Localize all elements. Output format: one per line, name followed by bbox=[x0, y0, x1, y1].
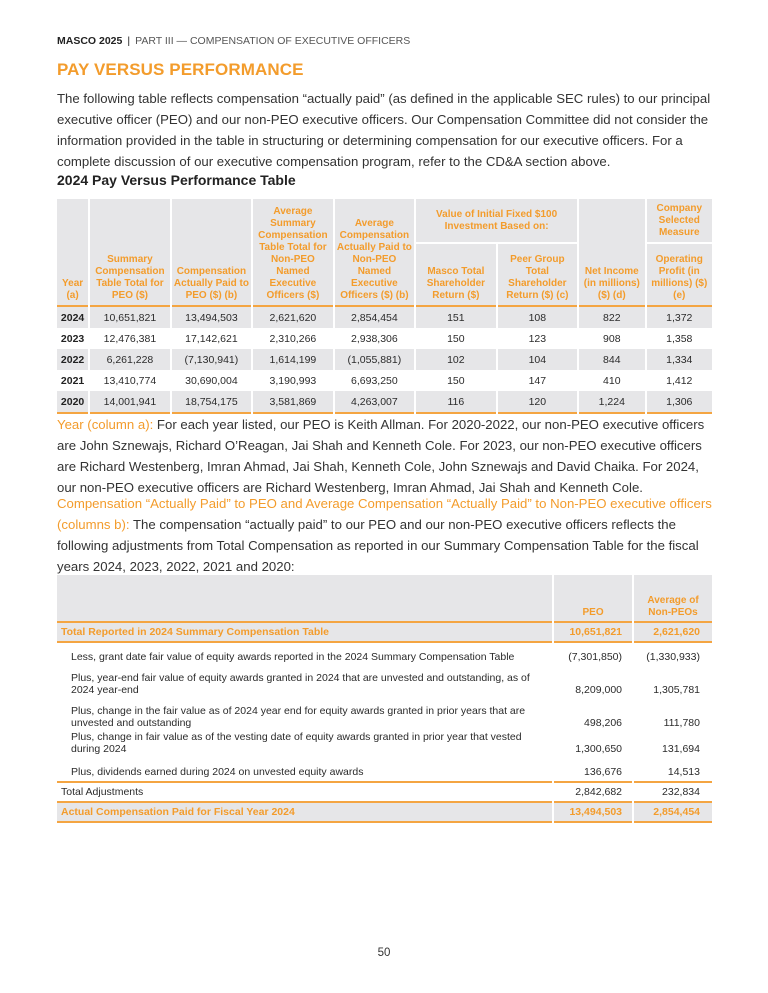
cell: 120 bbox=[498, 391, 577, 414]
table-row bbox=[57, 328, 712, 349]
cell: 150 bbox=[447, 332, 465, 345]
cell: 18,754,175 bbox=[172, 391, 251, 414]
cap-note-lead: Compensation “Actually Paid” to PEO and Average Compensation “Actually Paid” to Non-PEO executive officers (columns b): bbox=[57, 496, 712, 532]
table-row bbox=[57, 391, 712, 414]
actual-compensation-row bbox=[57, 803, 712, 823]
table-title: 2024 Pay Versus Performance Table bbox=[57, 172, 296, 188]
row-label: Less, grant date fair value of equity awards reported in the 2024 Summary Compensation Table bbox=[71, 650, 515, 663]
non-peo-value: (1,330,933) bbox=[646, 650, 700, 663]
adjustment-row bbox=[57, 643, 712, 666]
row-label: Actual Compensation Paid for Fiscal Year 2024 bbox=[57, 803, 552, 823]
header-separator: | bbox=[127, 35, 131, 47]
col-header-description bbox=[57, 575, 552, 623]
year-note-lead: Year (column a): bbox=[57, 417, 154, 432]
cell: 1,334 bbox=[647, 349, 713, 370]
cell: (1,055,881) bbox=[335, 349, 414, 370]
non-peo-value: 131,694 bbox=[662, 742, 700, 755]
cell: 123 bbox=[528, 332, 547, 345]
total-adjustments-row bbox=[57, 783, 712, 803]
cell: 6,693,250 bbox=[351, 374, 398, 387]
year-note-text: For each year listed, our PEO is Keith Allman. For 2020-2022, our non-PEO executive officers are John Sznewajs, Richard O’Reagan, Jai Shah and Kenneth Cole. For 2023, our non-PEO executive officers are Richard Westenberg, Imran Ahmad, Jai Shah, Kenneth Cole, John Sznewajs and David Chaika. For 2024, our non-PEO executive officers are Richard Westenberg, Imran Ahmad, Jai Shah and Kenneth Cole. bbox=[57, 417, 705, 495]
peo-value: 10,651,821 bbox=[554, 623, 632, 643]
peo-value: 2,842,682 bbox=[554, 783, 632, 803]
non-peo-value: 2,854,454 bbox=[634, 803, 712, 823]
cell: 3,581,869 bbox=[253, 391, 332, 414]
table-row bbox=[57, 349, 712, 370]
table-row bbox=[57, 307, 712, 328]
adjustment-row bbox=[57, 732, 712, 758]
adjustment-row bbox=[57, 699, 712, 732]
intro-paragraph: The following table reflects compensation “actually paid” (as defined in the applicable SEC rules) to our principal executive officer (PEO) and our non-PEO executive officers. Our Compensation Committee did not consider the information provided in the table in structuring or determining compensation for our executive officers. For a complete discussion of our executive compensation program, refer to the CD&A section above. bbox=[57, 91, 711, 169]
group-header-company-measure: Company Selected Measure bbox=[647, 199, 713, 244]
col-header-net-income: Net Income (in millions) ($) (d) bbox=[579, 199, 644, 307]
non-peo-value: 14,513 bbox=[634, 758, 712, 783]
table-row bbox=[57, 370, 712, 391]
col-header-avg-non-peos: Average of Non-PEOs bbox=[634, 575, 712, 623]
row-label: Total Reported in 2024 Summary Compensation Table bbox=[57, 623, 552, 643]
cell: 108 bbox=[498, 307, 577, 328]
cell: 2,621,620 bbox=[253, 307, 332, 328]
peo-value: 498,206 bbox=[584, 716, 623, 729]
peo-value: 8,209,000 bbox=[575, 683, 623, 696]
cell-year: 2020 bbox=[57, 391, 88, 414]
running-header bbox=[57, 35, 410, 47]
header-brand: MASCO 2025 bbox=[57, 35, 123, 47]
cell-year: 2024 bbox=[57, 307, 88, 328]
non-peo-value: 232,834 bbox=[634, 783, 712, 803]
cell: 14,001,941 bbox=[90, 391, 169, 414]
header-section: PART III — COMPENSATION OF EXECUTIVE OFFICERS bbox=[135, 35, 411, 47]
peo-value: 1,300,650 bbox=[575, 742, 623, 755]
row-label: Plus, change in fair value as of the vesting date of equity awards granted in prior year that vested during 2024 bbox=[71, 731, 522, 755]
non-peo-value: 1,305,781 bbox=[653, 683, 700, 696]
cell-year: 2021 bbox=[60, 374, 85, 387]
cell: 1,306 bbox=[647, 391, 713, 414]
cap-note-text: The compensation “actually paid” to our PEO and our non-PEO executive officers reflects the following adjustments from Total Compensation as reported in our Summary Compensation Table for the fiscal years 2024, 2023, 2022, 2021 and 2020: bbox=[57, 517, 699, 574]
cell: 1,614,199 bbox=[253, 349, 332, 370]
cap-note bbox=[57, 493, 717, 577]
cell: 10,651,821 bbox=[90, 307, 169, 328]
cell: 844 bbox=[579, 349, 644, 370]
peo-value: (7,301,850) bbox=[568, 650, 623, 663]
cell: 151 bbox=[416, 307, 495, 328]
cell: 13,410,774 bbox=[103, 374, 157, 387]
cell: 150 bbox=[447, 374, 465, 387]
row-label: Plus, year-end fair value of equity awards granted in 2024 that are unvested and outstanding, as of 2024 year-end bbox=[71, 672, 530, 696]
cell: (7,130,941) bbox=[172, 349, 251, 370]
cell: 30,690,004 bbox=[185, 374, 238, 387]
pay-versus-performance-table bbox=[55, 199, 714, 414]
col-header-operating-profit: Operating Profit (in millions) ($) (e) bbox=[647, 244, 713, 307]
row-label: Total Adjustments bbox=[57, 783, 552, 803]
adjustment-row bbox=[57, 666, 712, 699]
total-reported-row bbox=[57, 623, 712, 643]
cell: 4,263,007 bbox=[335, 391, 414, 414]
cell: 104 bbox=[498, 349, 577, 370]
cell: 2,854,454 bbox=[335, 307, 414, 328]
cell: 410 bbox=[603, 374, 621, 387]
cell: 147 bbox=[528, 374, 547, 387]
cell: 1,372 bbox=[647, 307, 713, 328]
col-header-peo: PEO bbox=[554, 575, 632, 623]
group-header-tsr: Value of Initial Fixed $100 Investment Based on: bbox=[416, 199, 577, 244]
adjustment-row bbox=[57, 758, 712, 783]
col-header-peer-tsr: Peer Group Total Shareholder Return ($) (c) bbox=[498, 244, 577, 307]
cell-year: 2022 bbox=[57, 349, 88, 370]
non-peo-value: 2,621,620 bbox=[634, 623, 712, 643]
cell: 1,358 bbox=[666, 332, 693, 345]
col-header-avg-sct-nonpeo: Average Summary Compensation Table Total for Non-PEO Named Executive Officers ($) bbox=[253, 199, 332, 307]
cell: 116 bbox=[416, 391, 495, 414]
col-header-masco-tsr: Masco Total Shareholder Return ($) bbox=[416, 244, 495, 307]
year-note bbox=[57, 414, 717, 498]
section-title: PAY VERSUS PERFORMANCE bbox=[57, 60, 304, 79]
cell-year: 2023 bbox=[60, 332, 85, 345]
cell: 2,310,266 bbox=[269, 332, 317, 345]
cell: 2,938,306 bbox=[351, 332, 398, 345]
cell: 102 bbox=[416, 349, 495, 370]
cell: 13,494,503 bbox=[172, 307, 251, 328]
col-header-year: Year (a) bbox=[57, 199, 88, 307]
cell: 17,142,621 bbox=[185, 332, 238, 345]
cell: 6,261,228 bbox=[90, 349, 169, 370]
peo-value: 136,676 bbox=[554, 758, 632, 783]
row-label: Plus, change in the fair value as of 2024 year end for equity awards granted in prior years that are unvested and outstanding bbox=[71, 705, 526, 729]
row-label: Plus, dividends earned during 2024 on unvested equity awards bbox=[57, 758, 552, 783]
cell: 1,224 bbox=[579, 391, 644, 414]
non-peo-value: 111,780 bbox=[663, 716, 700, 729]
cell: 908 bbox=[603, 332, 621, 345]
col-header-sct-peo: Summary Compensation Table Total for PEO ($) bbox=[90, 199, 169, 307]
cell: 3,190,993 bbox=[269, 374, 317, 387]
cell: 822 bbox=[579, 307, 644, 328]
peo-value: 13,494,503 bbox=[554, 803, 632, 823]
col-header-avg-cap-nonpeo: Average Compensation Actually Paid to Non-PEO Named Executive Officers ($) (b) bbox=[335, 199, 414, 307]
cap-reconciliation-table bbox=[55, 575, 714, 823]
cell: 1,412 bbox=[666, 374, 693, 387]
cell: 12,476,381 bbox=[103, 332, 157, 345]
col-header-cap-peo: Compensation Actually Paid to PEO ($) (b) bbox=[172, 199, 251, 307]
page-number: 50 bbox=[377, 947, 391, 959]
